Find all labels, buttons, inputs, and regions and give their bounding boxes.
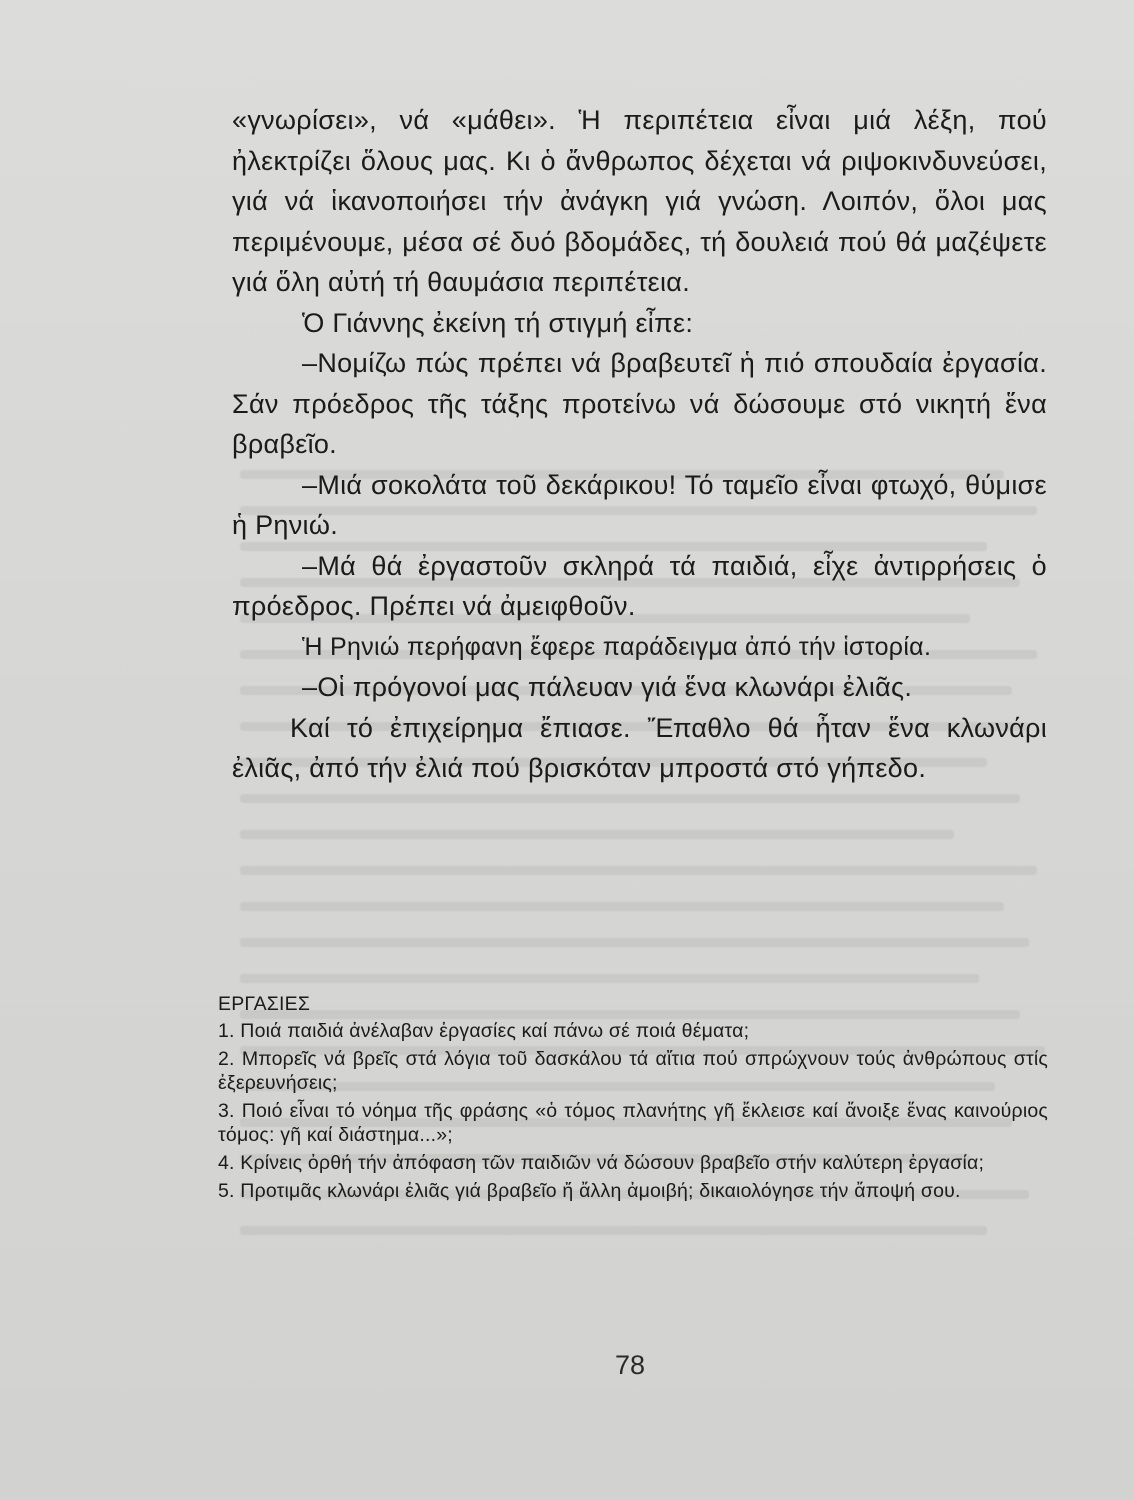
- dialogue-line: –Οἱ πρόγονοί μας πάλευαν γιά ἕνα κλωνάρι ἐλιᾶς.: [302, 672, 913, 702]
- paragraph-intro: «γνωρίσει», νά «μάθει». Ἡ περιπέτεια εἶναι μιά λέξη, πού ἠλεκτρίζει ὅλους μας. Κι ὁ ἄνθρωπος δέχεται νά ριψοκινδυνεύσει, γιά νά ἱκανοποιήσει τήν ἀνάγκη γιά γνώση. Λοιπόν, ὅλοι μας περιμένουμε, μέσα σέ δυό βδομάδες, τή δουλειά πού θά μαζέψετε γιά ὅλη αὐτή τή θαυμάσια περιπέτεια.: [232, 105, 1047, 297]
- exercise-item: 5. Προτιμᾶς κλωνάρι ἐλιᾶς γιά βραβεῖο ἤ ἄλλη ἀμοιβή; δικαιολόγησε τήν ἄποψή σου.: [218, 1180, 961, 1202]
- exercises-section: [218, 992, 1048, 1207]
- exercise-item: 2. Μπορεῖς νά βρεῖς στά λόγια τοῦ δασκάλου τά αἴτια πού σπρώχνουν τούς ἀνθρώπους στίς ἐξερευνήσεις;: [218, 1048, 1048, 1094]
- dialogue-line: –Μιά σοκολάτα τοῦ δεκάρικου! Τό ταμεῖο εἶναι φτωχό, θύμισε ἡ Ρηνιώ.: [232, 469, 1047, 540]
- dialogue-line: –Μά θά ἐργαστοῦν σκληρά τά παιδιά, εἶχε ἀντιρρήσεις ὁ πρόεδρος. Πρέπει νά ἀμειφθοῦν.: [232, 550, 1047, 621]
- paragraph-giannis: Ὁ Γιάννης ἐκείνη τή στιγμή εἶπε:: [302, 307, 694, 338]
- page-number: 78: [614, 1350, 646, 1380]
- exercise-item: 4. Κρίνεις ὀρθή τήν ἀπόφαση τῶν παιδιῶν νά δώσουν βραβεῖο στήν καλύτερη ἐργασία;: [218, 1152, 985, 1174]
- main-text: [232, 100, 1047, 789]
- dialogue-line: –Νομίζω πώς πρέπει νά βραβευτεῖ ἡ πιό σπουδαία ἐργασία. Σάν πρόεδρος τῆς τάξης προτείνω νά δώσουμε στό νικητή ἕνα βραβεῖο.: [232, 348, 1047, 459]
- paragraph-conclusion: Καί τό ἐπιχείρημα ἔπιασε. Ἔπαθλο θά ἦταν ἕνα κλωνάρι ἐλιᾶς, ἀπό τήν ἐλιά πού βρισκόταν μπροστά στό γήπεδο.: [232, 712, 1047, 783]
- paragraph-rinio: Ἡ Ρηνιώ περήφανη ἔφερε παράδειγμα ἀπό τήν ἱστορία.: [302, 632, 932, 661]
- exercises-heading: ΕΡΓΑΣΙΕΣ: [218, 993, 311, 1015]
- exercise-item: 1. Ποιά παιδιά ἀνέλαβαν ἐργασίες καί πάνω σέ ποιά θέματα;: [218, 1020, 750, 1042]
- exercise-item: 3. Ποιό εἶναι τό νόημα τῆς φράσης «ὁ τόμος πλανήτης γῆ ἔκλεισε καί ἄνοιξε ἕνας καινούριος τόμος: γῆ καί διάστημα...»;: [218, 1100, 1048, 1146]
